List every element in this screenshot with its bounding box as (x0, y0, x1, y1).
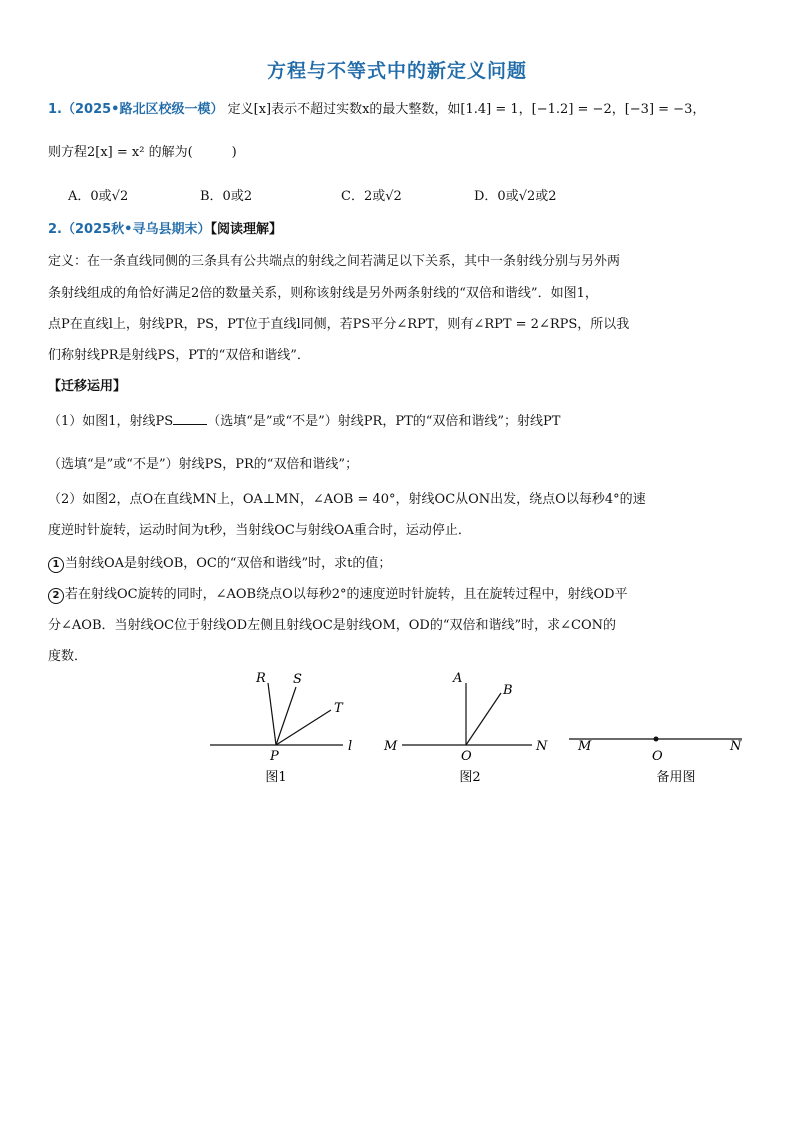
label-P: P (270, 749, 279, 764)
q2-part1-c: （选填“是”或“不是”）射线PS，PR的“双倍和谐线”； (48, 457, 359, 472)
label-B: B (503, 683, 513, 698)
q2-sub2-text-a: 若在射线OC旋转的同时，∠AOB绕点O以每秒2°的速度逆时针旋转，且在旋转过程中，射线OD平 (65, 587, 628, 602)
figure-spare (569, 737, 742, 786)
label-R: R (256, 671, 266, 686)
circled-number-1: 1 (48, 557, 64, 573)
q1-option-a[interactable]: A．0或√2 (68, 189, 129, 204)
label-O: O (461, 749, 472, 764)
q2-source: （2025秋•寻乌县期末） (61, 222, 211, 237)
q1-number: 1. (48, 102, 62, 117)
q2-sub2 (48, 585, 758, 605)
q2-section-heading: 【迁移运用】 (48, 379, 127, 394)
q1-source: （2025•路北区校级一模） (61, 102, 224, 117)
label-N: N (730, 739, 742, 754)
figures-area (0, 665, 794, 825)
ray-OB (466, 693, 501, 745)
q1-option-d[interactable]: D．0或√2或2 (474, 189, 557, 204)
ray-PR (268, 683, 276, 745)
q2-part1-line2 (48, 455, 758, 475)
point-O (654, 737, 659, 742)
q2-def2: 条射线组成的角恰好满足2倍的数量关系，则称该射线是另外两条射线的“双倍和谐线”．如图1， (48, 286, 598, 301)
circled-number-2: 2 (48, 588, 64, 604)
ray-PS (276, 687, 296, 745)
q2-part1-a: （1）如图1，射线PS (48, 414, 174, 429)
label-M: M (384, 739, 398, 754)
label-N: N (536, 739, 548, 754)
q2-def1: 定义：在一条直线同侧的三条具有公共端点的射线之间若满足以下关系，其中一条射线分别与另外两 (48, 254, 621, 269)
q2-part2-line2: 度逆时针旋转，运动时间为t秒，当射线OC与射线OA重合时，运动停止． (48, 523, 471, 538)
label-S: S (293, 672, 302, 687)
answer-blank[interactable] (173, 412, 207, 425)
q1-option-c[interactable]: C．2或√2 (341, 189, 402, 204)
page-title: 方程与不等式中的新定义问题 (266, 60, 527, 82)
label-M: M (578, 739, 592, 754)
q2-sub2-line3: 度数． (48, 649, 88, 664)
q2-header (48, 220, 758, 240)
q2-part1-b: （选填“是”或“不是”）射线PR，PT的“双倍和谐线”；射线PT (207, 414, 561, 429)
figure-2 (383, 671, 548, 785)
q2-def4: 们称射线PR是射线PS，PT的“双倍和谐线”． (48, 348, 310, 363)
label-T: T (334, 701, 343, 716)
label-A: A (453, 671, 463, 686)
q2-tag: 【阅读理解】 (210, 222, 282, 237)
fig2-caption: 图2 (459, 770, 481, 785)
q1-text-line1: 定义[x]表示不超过实数x的最大整数，如[1.4] = 1，[−1.2] = −2，[−3] = −3， (227, 102, 706, 117)
ray-PT (276, 710, 331, 745)
q2-def3: 点P在直线l上，射线PR，PS，PT位于直线l同侧，若PS平分∠RPT，则有∠RPT = 2∠RPS，所以我 (48, 317, 630, 332)
q1-line1 (48, 100, 758, 120)
q2-sub1-text: 当射线OA是射线OB，OC的“双倍和谐线”时，求t的值； (65, 556, 392, 571)
fig3-caption: 备用图 (656, 770, 696, 785)
label-l: l (348, 739, 353, 754)
q2-sub2-line2: 分∠AOB．当射线OC位于射线OD左侧且射线OC是射线OM，OD的“双倍和谐线”时，求∠CON的 (48, 618, 616, 633)
q1-line2: 则方程2[x] = x² 的解为( ) (48, 145, 237, 160)
label-O: O (652, 749, 663, 764)
q2-part1-line1 (48, 412, 758, 432)
q2-part2-line1: （2）如图2，点O在直线MN上，OA⊥MN，∠AOB = 40°，射线OC从ON出发，绕点O以每秒4°的速 (48, 492, 646, 507)
q2-sub1 (48, 554, 758, 574)
q1-option-b[interactable]: B．0或2 (200, 189, 253, 204)
fig1-caption: 图1 (265, 770, 287, 785)
figure-1 (210, 671, 352, 785)
q2-number: 2. (48, 222, 62, 237)
